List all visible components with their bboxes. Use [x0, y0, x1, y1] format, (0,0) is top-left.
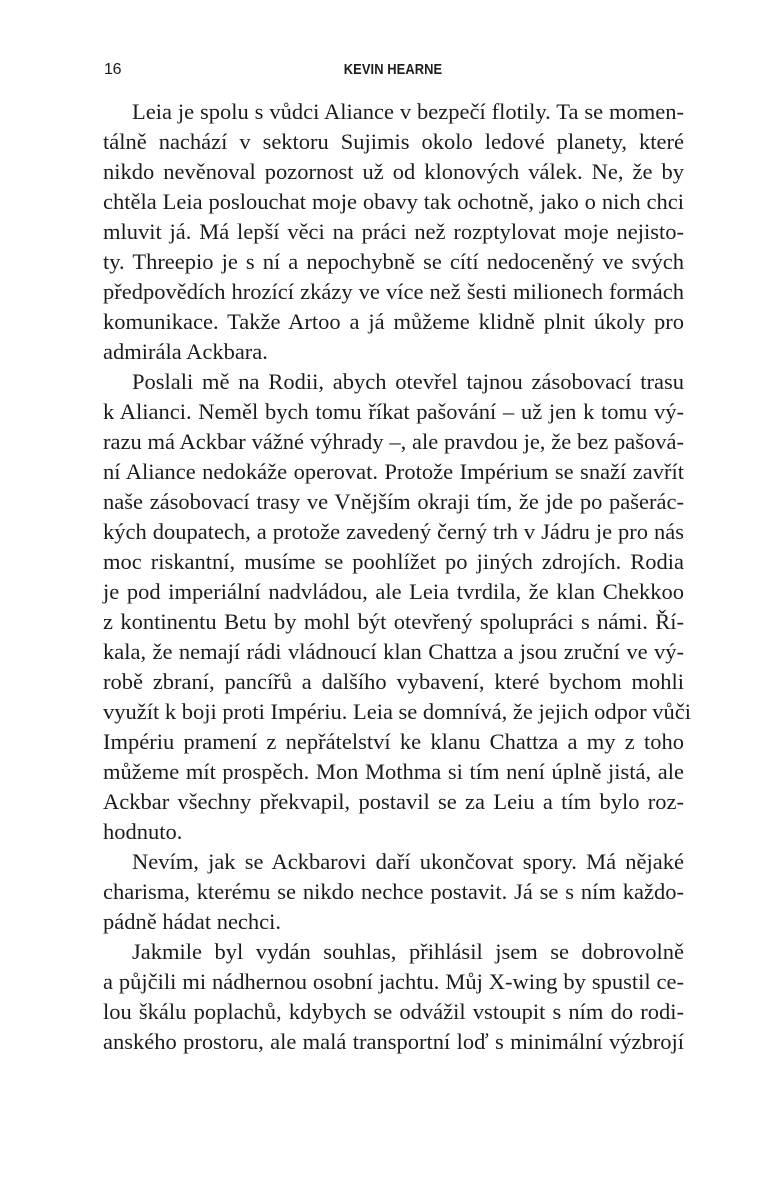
text-line: razu má Ackbar vážné výhrady –, ale pravdou je, že bez pašová- [103, 429, 684, 454]
text-line: mluvit já. Má lepší věci na práci než rozptylovat moje nejisto- [103, 219, 684, 244]
text-line: Jakmile byl vydán souhlas, přihlásil jsem se dobrovolně [132, 939, 684, 964]
text-line: moc riskantní, musíme se poohlížet po jiných zdrojích. Rodia [103, 549, 684, 574]
paragraph-2 [103, 367, 691, 847]
text-line: Ackbar všechny překvapil, postavil se za Leiu a tím bylo roz- [103, 789, 684, 814]
body-text [103, 97, 691, 1057]
text-line: ty. Threepio je s ní a nepochybně se cítí nedoceněný ve svých [103, 249, 684, 274]
page-number: 16 [104, 61, 122, 78]
paragraph-1 [103, 97, 684, 367]
text-line: využít k boji proti Impériu. Leia se domnívá, že jejich odpor vůči [103, 699, 691, 724]
text-line: můžeme mít prospěch. Mon Mothma si tím není úplně jistá, ale [103, 759, 684, 784]
text-line: charisma, kterému se nikdo nechce postavit. Já se s ním každo- [103, 879, 684, 904]
text-line: Nevím, jak se Ackbarovi daří ukončovat spory. Má nějaké [132, 849, 684, 874]
text-line: robě zbraní, pancířů a dalšího vybavení, které bychom mohli [103, 669, 684, 694]
text-line: a půjčili mi nádhernou osobní jachtu. Můj X-wing by spustil ce- [103, 969, 684, 994]
running-head [103, 58, 683, 82]
author-running-head: KEVIN HEARNE [343, 61, 443, 78]
text-line: anského prostoru, ale malá transportní loď s minimální výzbrojí [103, 1029, 684, 1054]
text-line: komunikace. Takže Artoo a já můžeme klidně plnit úkoly pro [103, 309, 684, 334]
text-line: naše zásobovací trasy ve Vnějším okraji tím, že jde po pašerác- [103, 489, 684, 514]
text-line: je pod imperiální nadvládou, ale Leia tvrdila, že klan Chekkoo [103, 579, 684, 604]
text-line: tálně nachází v sektoru Sujimis okolo ledové planety, které [103, 129, 684, 154]
text-line: Leia je spolu s vůdci Aliance v bezpečí flotily. Ta se momen- [132, 99, 684, 124]
text-line: Impériu pramení z nepřátelství ke klanu Chattza a my z toho [103, 729, 684, 754]
text-line: z kontinentu Betu by mohl být otevřený spolupráci s námi. Ří- [103, 609, 684, 634]
text-line: chtěla Leia poslouchat moje obavy tak ochotně, jako o nich chci [103, 189, 684, 214]
text-line: kala, že nemají rádi vládnoucí klan Chattza a jsou zruční ve vý- [103, 639, 684, 664]
text-line: předpovědích hrozící zkázy ve více než šesti milionech formách [103, 279, 684, 304]
text-line: lou škálu poplachů, kdybych se odvážil vstoupit s ním do rodi- [103, 999, 684, 1024]
text-line: admirála Ackbara. [103, 339, 268, 364]
text-line: hodnuto. [103, 819, 183, 844]
text-line: nikdo nevěnoval pozornost už od klonových válek. Ne, že by [103, 159, 684, 184]
text-line: ní Aliance nedokáže operovat. Protože Impérium se snaží zavřít [103, 459, 684, 484]
paragraph-3 [103, 847, 684, 937]
text-line: kých doupatech, a protože zavedený černý trh v Jádru je pro nás [103, 519, 684, 544]
text-line: pádně hádat nechci. [103, 909, 282, 934]
text-line: k Alianci. Neměl bych tomu říkat pašování – už jen k tomu vý- [103, 399, 684, 424]
paragraph-4 [103, 937, 684, 1057]
text-line: Poslali mě na Rodii, abych otevřel tajnou zásobovací trasu [132, 369, 684, 394]
